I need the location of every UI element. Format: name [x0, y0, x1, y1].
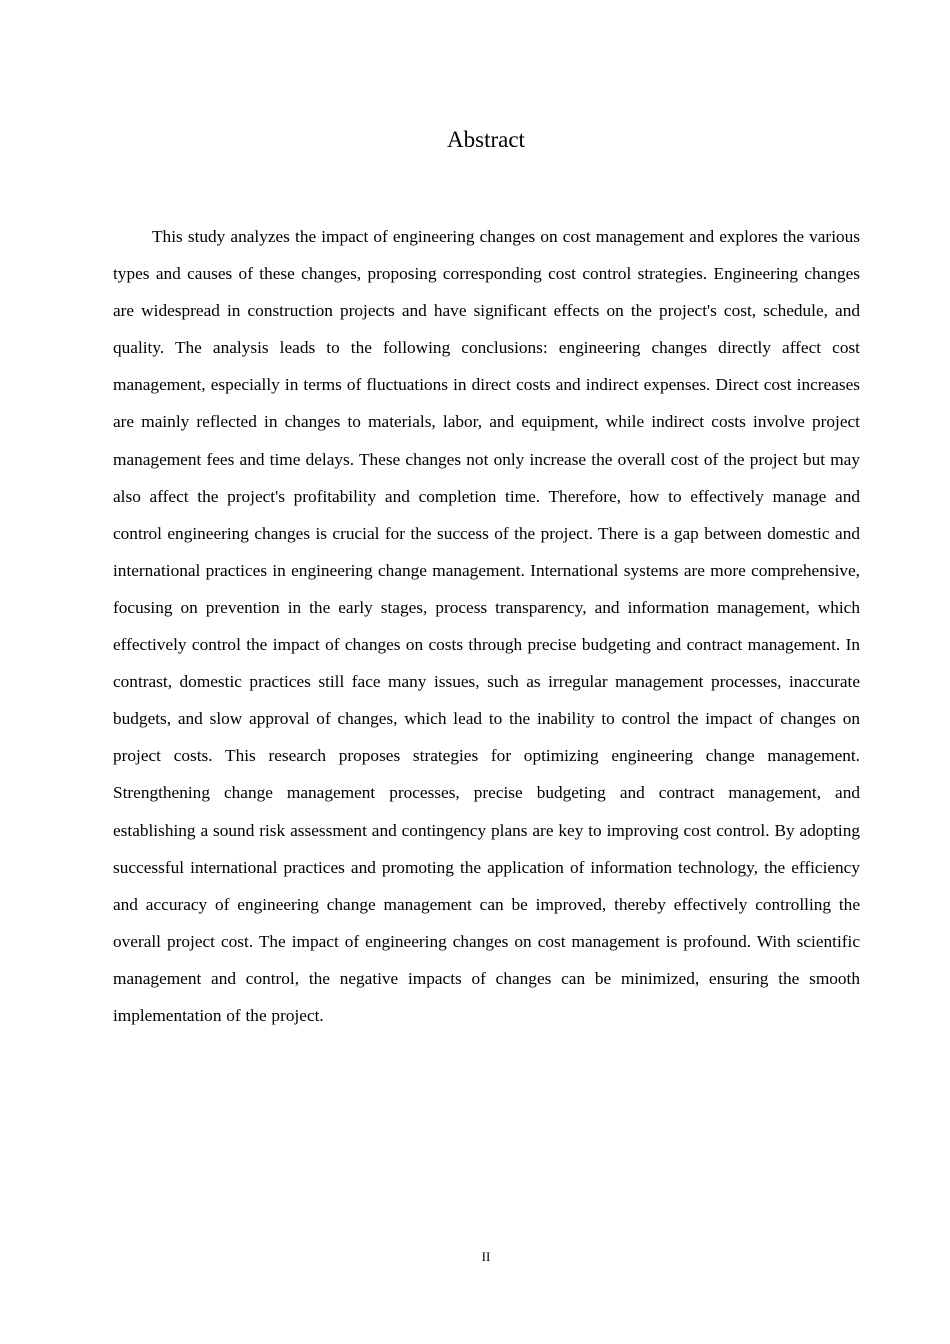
page-number: II	[481, 1249, 491, 1264]
page-title: Abstract	[447, 127, 525, 152]
abstract-paragraph: This study analyzes the impact of engineering changes on cost management and explores the various types and causes of these changes, proposing corresponding cost control strategies. Engineering changes are widespread in construction projects and have significant effects on the project's cost, schedule, and quality. The analysis leads to the following conclusions: engineering changes directly affect cost management, especially in terms of fluctuations in direct costs and indirect expenses. Direct cost increases are mainly reflected in changes to materials, labor, and equipment, while indirect costs involve project management fees and time delays. These changes not only increase the overall cost of the project but may also affect the project's profitability and completion time. Therefore, how to effectively manage and control engineering changes is crucial for the success of the project. There is a gap between domestic and international practices in engineering change management. International systems are more comprehensive, focusing on prevention in the early stages, process transparency, and information management, which effectively control the impact of changes on costs through precise budgeting and contract management. In contrast, domestic practices still face many issues, such as irregular management processes, inaccurate budgets, and slow approval of changes, which lead to the inability to control the impact of changes on project costs. This research proposes strategies for optimizing engineering change management. Strengthening change management processes, precise budgeting and contract management, and establishing a sound risk assessment and contingency plans are key to improving cost control. By adopting successful international practices and promoting the application of information technology, the efficiency and accuracy of engineering change management can be improved, thereby effectively controlling the overall project cost. The impact of engineering changes on cost management is profound. With scientific management and control, the negative impacts of changes can be minimized, ensuring the smooth implementation of the project.	[113, 227, 860, 1025]
